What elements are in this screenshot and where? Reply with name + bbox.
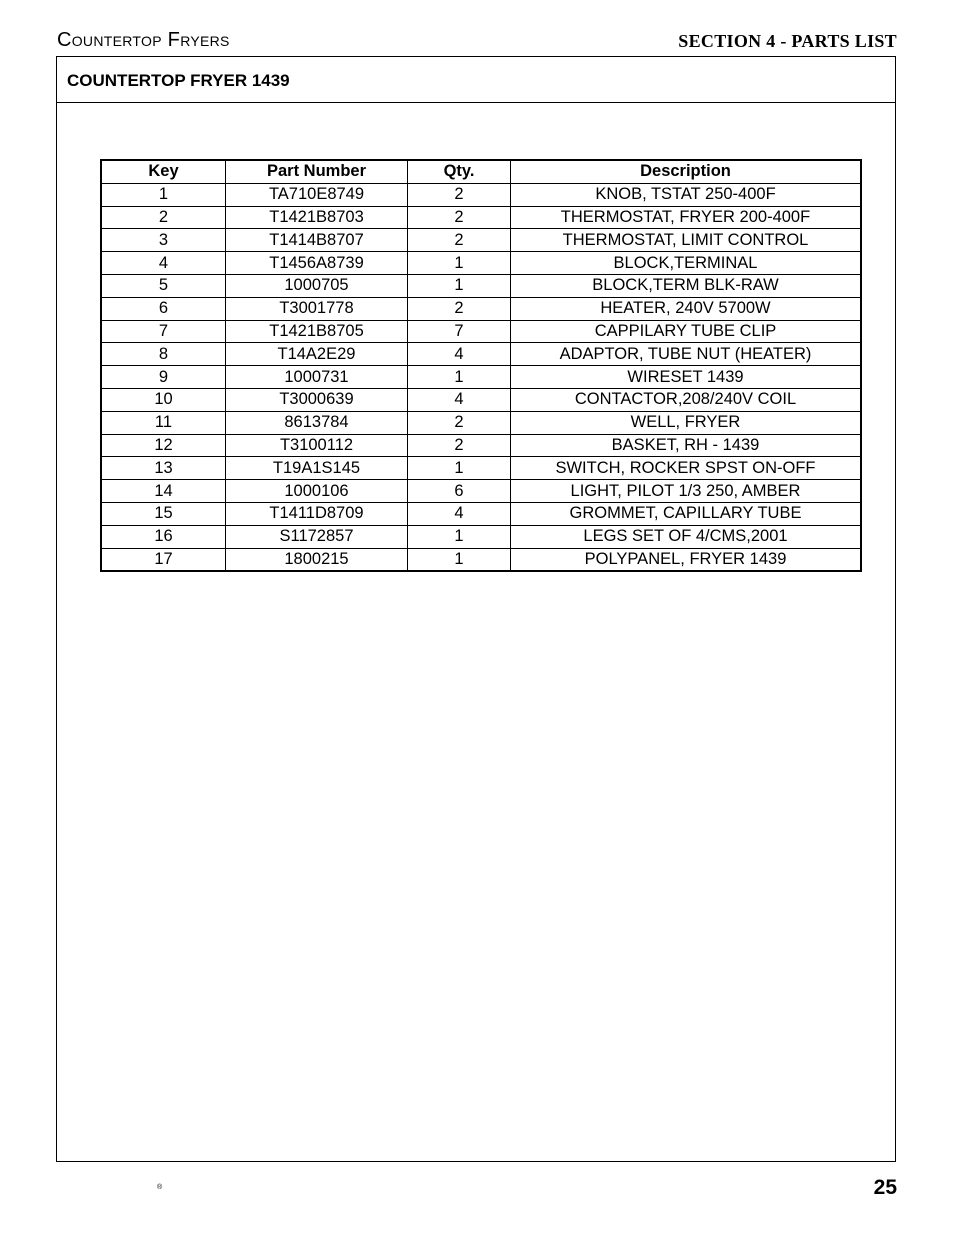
cell-part-number: T3000639 <box>226 388 408 411</box>
cell-part-number: TA710E8749 <box>226 183 408 206</box>
cell-part-number: 1800215 <box>226 548 408 571</box>
cell-key: 14 <box>101 480 226 503</box>
table-row <box>101 411 861 434</box>
cell-part-number: T3001778 <box>226 297 408 320</box>
cell-qty: 4 <box>408 343 511 366</box>
column-header-description: Description <box>511 160 862 183</box>
cell-description: WELL, FRYER <box>511 411 862 434</box>
cell-part-number: T1414B8707 <box>226 229 408 252</box>
table-row <box>101 229 861 252</box>
table-row <box>101 343 861 366</box>
parts-table-body <box>101 183 861 571</box>
cell-key: 13 <box>101 457 226 480</box>
cell-part-number: 1000705 <box>226 274 408 297</box>
cell-description: BLOCK,TERM BLK-RAW <box>511 274 862 297</box>
column-header-part-number: Part Number <box>226 160 408 183</box>
document-header-title: Countertop Fryers <box>57 29 230 51</box>
cell-key: 11 <box>101 411 226 434</box>
cell-key: 2 <box>101 206 226 229</box>
column-header-key: Key <box>101 160 226 183</box>
cell-qty: 4 <box>408 388 511 411</box>
cell-qty: 7 <box>408 320 511 343</box>
cell-key: 8 <box>101 343 226 366</box>
content-frame <box>56 56 896 1162</box>
cell-part-number: T19A1S145 <box>226 457 408 480</box>
cell-qty: 2 <box>408 206 511 229</box>
cell-description: BASKET, RH - 1439 <box>511 434 862 457</box>
table-row <box>101 366 861 389</box>
cell-key: 9 <box>101 366 226 389</box>
cell-part-number: S1172857 <box>226 525 408 548</box>
cell-description: WIRESET 1439 <box>511 366 862 389</box>
registered-mark: ® <box>157 1184 163 1191</box>
cell-part-number: 1000106 <box>226 480 408 503</box>
cell-part-number: 1000731 <box>226 366 408 389</box>
cell-description: THERMOSTAT, LIMIT CONTROL <box>511 229 862 252</box>
table-row <box>101 183 861 206</box>
cell-key: 6 <box>101 297 226 320</box>
cell-key: 17 <box>101 548 226 571</box>
cell-description: CONTACTOR,208/240V COIL <box>511 388 862 411</box>
table-row <box>101 434 861 457</box>
cell-qty: 1 <box>408 252 511 275</box>
table-header-row <box>101 160 861 183</box>
cell-qty: 2 <box>408 411 511 434</box>
table-row <box>101 548 861 571</box>
cell-description: THERMOSTAT, FRYER 200-400F <box>511 206 862 229</box>
table-row <box>101 480 861 503</box>
parts-table <box>100 159 862 572</box>
cell-description: LEGS SET OF 4/CMS,2001 <box>511 525 862 548</box>
cell-qty: 4 <box>408 502 511 525</box>
table-row <box>101 274 861 297</box>
cell-part-number: T1456A8739 <box>226 252 408 275</box>
cell-part-number: T1421B8705 <box>226 320 408 343</box>
cell-key: 10 <box>101 388 226 411</box>
cell-key: 3 <box>101 229 226 252</box>
cell-key: 15 <box>101 502 226 525</box>
page-number: 25 <box>873 1176 897 1199</box>
cell-key: 12 <box>101 434 226 457</box>
cell-qty: 1 <box>408 274 511 297</box>
table-row <box>101 525 861 548</box>
table-row <box>101 457 861 480</box>
cell-key: 7 <box>101 320 226 343</box>
cell-qty: 1 <box>408 525 511 548</box>
table-row <box>101 502 861 525</box>
cell-description: KNOB, TSTAT 250-400F <box>511 183 862 206</box>
cell-key: 5 <box>101 274 226 297</box>
cell-qty: 2 <box>408 183 511 206</box>
cell-qty: 1 <box>408 366 511 389</box>
table-row <box>101 297 861 320</box>
cell-description: LIGHT, PILOT 1/3 250, AMBER <box>511 480 862 503</box>
cell-description: CAPPILARY TUBE CLIP <box>511 320 862 343</box>
cell-qty: 2 <box>408 229 511 252</box>
cell-description: POLYPANEL, FRYER 1439 <box>511 548 862 571</box>
cell-key: 4 <box>101 252 226 275</box>
section-heading: SECTION 4 - PARTS LIST <box>678 31 897 51</box>
cell-description: ADAPTOR, TUBE NUT (HEATER) <box>511 343 862 366</box>
table-row <box>101 206 861 229</box>
cell-part-number: T1411D8709 <box>226 502 408 525</box>
cell-description: HEATER, 240V 5700W <box>511 297 862 320</box>
cell-description: SWITCH, ROCKER SPST ON-OFF <box>511 457 862 480</box>
column-header-qty: Qty. <box>408 160 511 183</box>
cell-qty: 6 <box>408 480 511 503</box>
cell-qty: 2 <box>408 297 511 320</box>
cell-qty: 1 <box>408 548 511 571</box>
section-title: COUNTERTOP FRYER 1439 <box>57 57 895 103</box>
cell-description: BLOCK,TERMINAL <box>511 252 862 275</box>
cell-description: GROMMET, CAPILLARY TUBE <box>511 502 862 525</box>
cell-qty: 2 <box>408 434 511 457</box>
cell-part-number: T3100112 <box>226 434 408 457</box>
cell-key: 1 <box>101 183 226 206</box>
cell-part-number: T14A2E29 <box>226 343 408 366</box>
cell-part-number: 8613784 <box>226 411 408 434</box>
cell-qty: 1 <box>408 457 511 480</box>
table-row <box>101 388 861 411</box>
table-row <box>101 252 861 275</box>
table-row <box>101 320 861 343</box>
cell-part-number: T1421B8703 <box>226 206 408 229</box>
cell-key: 16 <box>101 525 226 548</box>
